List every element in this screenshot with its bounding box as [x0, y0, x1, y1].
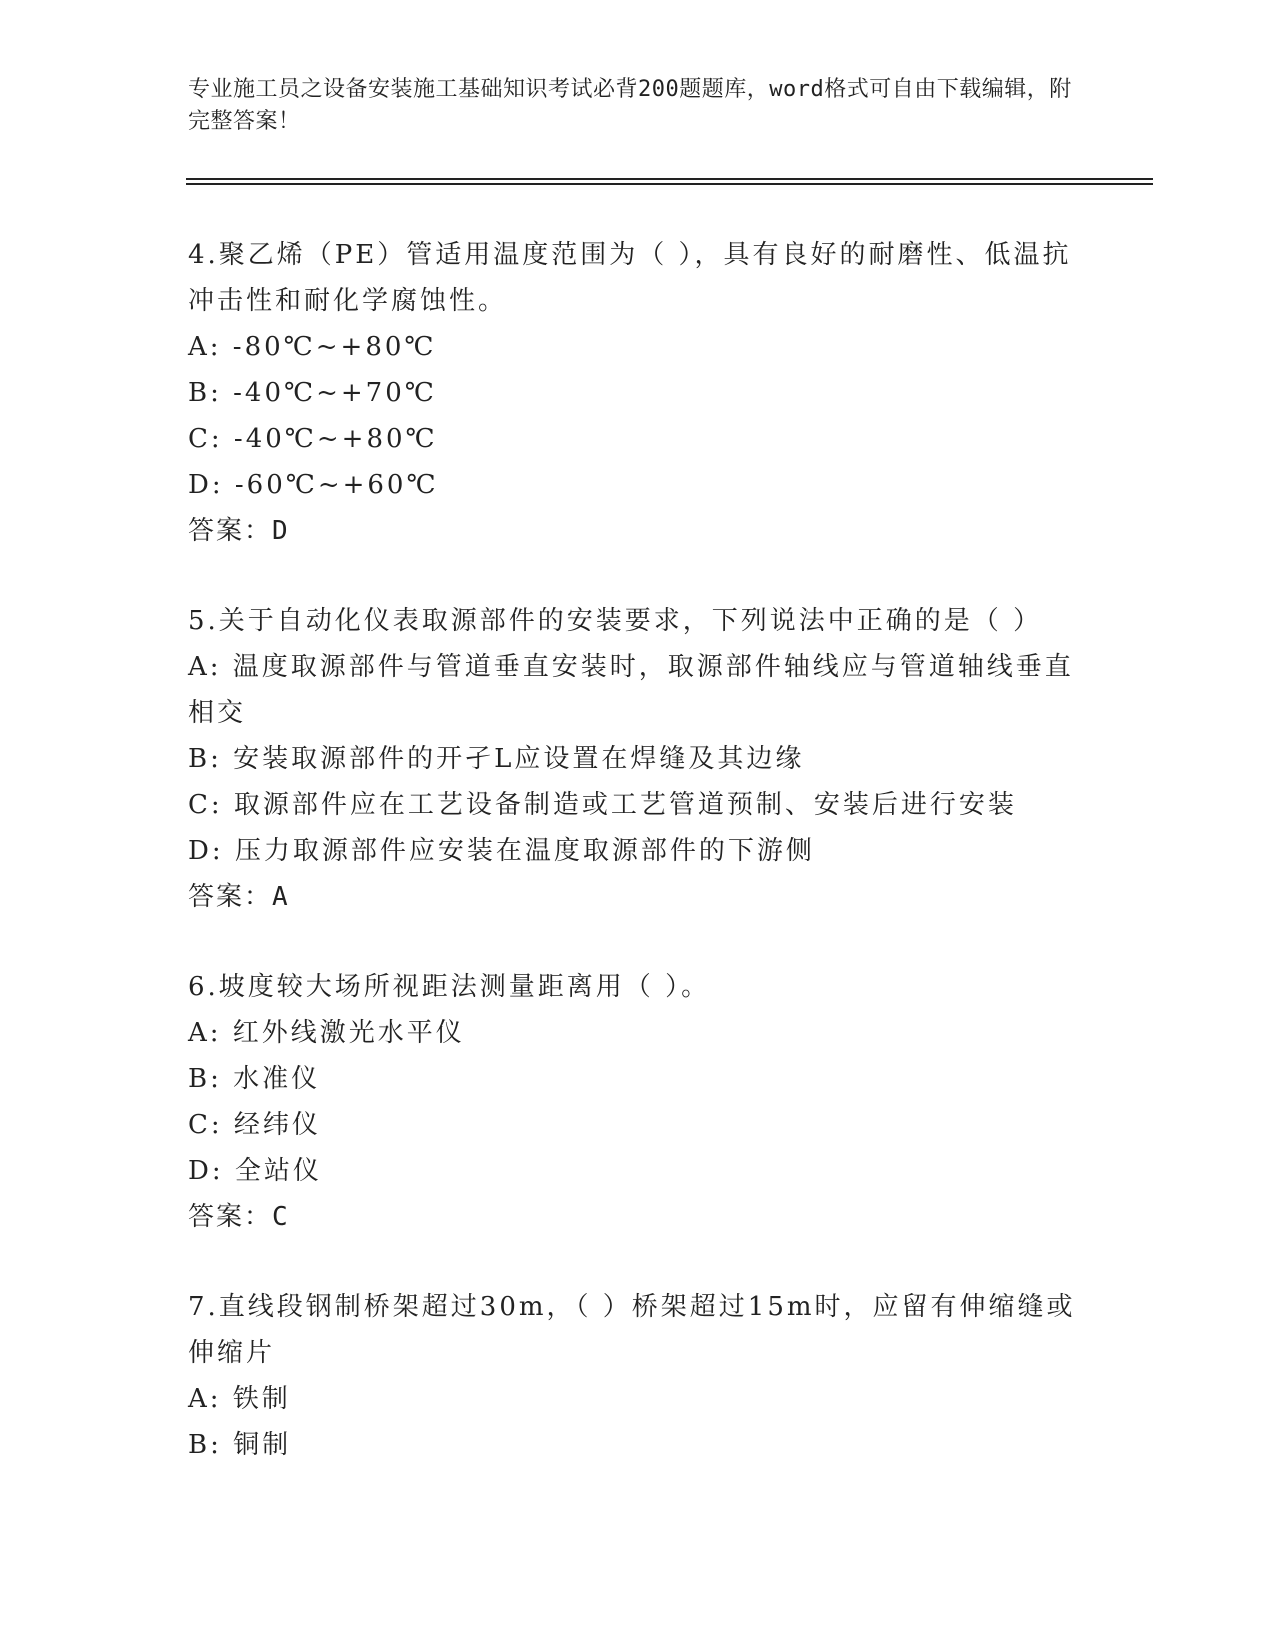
header-divider-bottom — [186, 183, 1153, 185]
question-5 — [188, 598, 1088, 920]
option-a: A: 铁制 — [188, 1384, 291, 1414]
option-a: A: 红外线激光水平仪 — [188, 1018, 465, 1048]
question-7 — [188, 1284, 1088, 1468]
answer: 答案：C — [188, 1202, 290, 1232]
document-header: 专业施工员之设备安装施工基础知识考试必背200题题库，word格式可自由下载编辑，附完整答案！ — [188, 77, 1072, 134]
option-c: C: 经纬仪 — [188, 1110, 321, 1140]
header-divider-top — [186, 178, 1153, 180]
option-d: D: 全站仪 — [188, 1156, 322, 1186]
option-b: B: 水准仪 — [188, 1064, 321, 1094]
option-d: D: -60℃~+60℃ — [188, 470, 439, 500]
option-b: B: -40℃~+70℃ — [188, 378, 437, 408]
question-stem: 7.直线段钢制桥架超过30m，（ ）桥架超过15m时，应留有伸缩缝或伸缩片 — [188, 1292, 1076, 1368]
question-stem: 5.关于自动化仪表取源部件的安装要求，下列说法中正确的是（ ） — [188, 606, 1043, 636]
option-a: A: 温度取源部件与管道垂直安装时，取源部件轴线应与管道轴线垂直相交 — [188, 652, 1074, 728]
question-list — [188, 232, 1088, 1512]
answer: 答案：A — [188, 882, 290, 912]
option-b: B: 铜制 — [188, 1430, 292, 1460]
option-c: C: -40℃~+80℃ — [188, 424, 438, 454]
question-stem: 6.坡度较大场所视距法测量距离用（ ）。 — [188, 972, 711, 1002]
option-c: C: 取源部件应在工艺设备制造或工艺管道预制、安装后进行安装 — [188, 790, 1017, 820]
answer: 答案：D — [188, 516, 290, 546]
option-a: A: -80℃~+80℃ — [188, 332, 437, 362]
question-stem: 4.聚乙烯（PE）管适用温度范围为（ ），具有良好的耐磨性、低温抗冲击性和耐化学腐蚀性。 — [188, 240, 1072, 316]
option-d: D: 压力取源部件应安装在温度取源部件的下游侧 — [188, 836, 815, 866]
option-b: B: 安装取源部件的开孑L应设置在焊缝及其边缘 — [188, 744, 805, 774]
question-6 — [188, 964, 1088, 1240]
question-4 — [188, 232, 1088, 554]
